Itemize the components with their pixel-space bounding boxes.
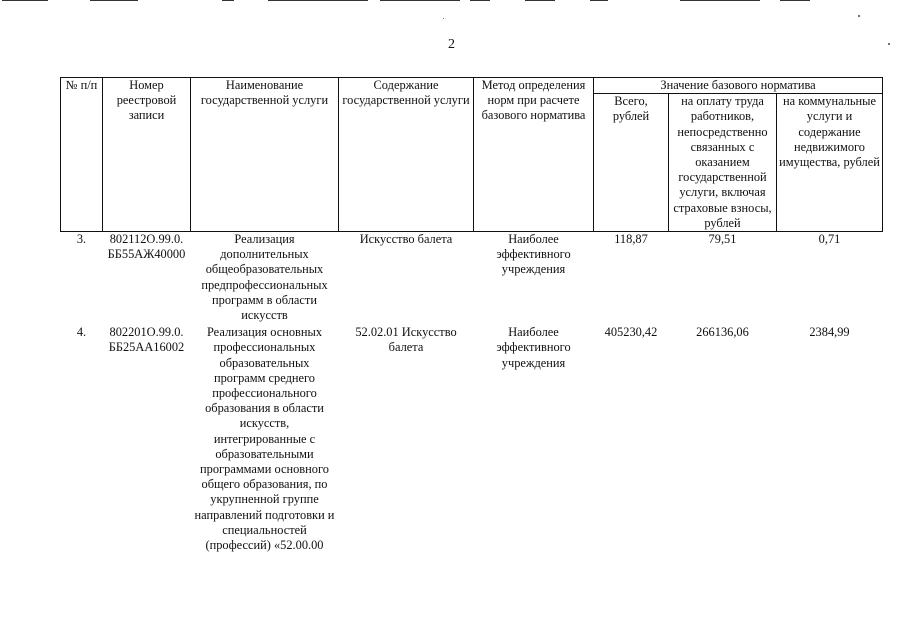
scan-speck <box>858 15 860 17</box>
table-row <box>61 325 883 553</box>
row-num: 4. <box>76 325 87 340</box>
header-total: Всего, рублей <box>594 94 669 232</box>
scan-artifact-line <box>680 0 760 1</box>
scan-artifact-line <box>780 0 810 1</box>
row-service-name: Реализация основных профессиональных образовательных программ среднего профессионального образования в области искусств, интегрированные с образовательными программами основного общего образования, по укрупненной группе направлений подготовки и специальностей (профессий) «52.00.00 <box>194 325 335 553</box>
row-labor: 266136,06 <box>696 325 749 340</box>
scan-artifact-line <box>268 0 368 1</box>
header-service-name: Наименование государственной услуги <box>191 78 339 232</box>
row-service-content: 52.02.01 Искусство балета <box>355 325 457 355</box>
scan-speck <box>443 18 444 19</box>
header-utilities: на коммунальные услуги и содержание недвижимого имущества, рублей <box>777 94 883 232</box>
row-service-content: Искусство балета <box>359 232 453 247</box>
row-labor: 79,51 <box>708 232 737 247</box>
page-number: 2 <box>448 37 455 52</box>
row-num: 3. <box>76 232 87 247</box>
header-service-content: Содержание государственной услуги <box>339 78 474 232</box>
header-labor: на оплату труда работников, непосредственно связанных с оказанием государственной услуги, включая страховые взносы, рублей <box>669 94 777 232</box>
scan-artifact-line <box>525 0 555 1</box>
row-total: 118,87 <box>614 232 648 247</box>
base-norm-table <box>60 77 883 553</box>
row-service-name: Реализация дополнительных общеобразовательных предпрофессиональных программ в области искусств <box>201 232 328 323</box>
row-registry: 802201О.99.0. ББ25АА16002 <box>108 325 185 355</box>
row-registry: 802112О.99.0. ББ55АЖ40000 <box>107 232 186 262</box>
table-row <box>61 232 883 326</box>
row-method: Наиболее эффективного учреждения <box>496 232 571 277</box>
row-utilities: 2384,99 <box>809 325 850 340</box>
scan-artifact-line <box>90 0 138 1</box>
header-num: № п/п <box>61 78 103 232</box>
scan-speck <box>888 43 890 45</box>
scan-artifact-line <box>222 0 234 1</box>
scan-artifact-line <box>470 0 490 1</box>
row-method: Наиболее эффективного учреждения <box>496 325 571 370</box>
header-method: Метод определения норм при расчете базового норматива <box>474 78 594 232</box>
header-value-group: Значение базового норматива <box>594 78 883 94</box>
header-row <box>61 78 883 94</box>
scan-artifact-line <box>380 0 460 1</box>
scan-artifact-line <box>590 0 608 1</box>
header-registry: Номер реестровой записи <box>103 78 191 232</box>
row-total: 405230,42 <box>604 325 658 340</box>
scan-artifact-line <box>2 0 48 1</box>
row-utilities: 0,71 <box>818 232 841 247</box>
